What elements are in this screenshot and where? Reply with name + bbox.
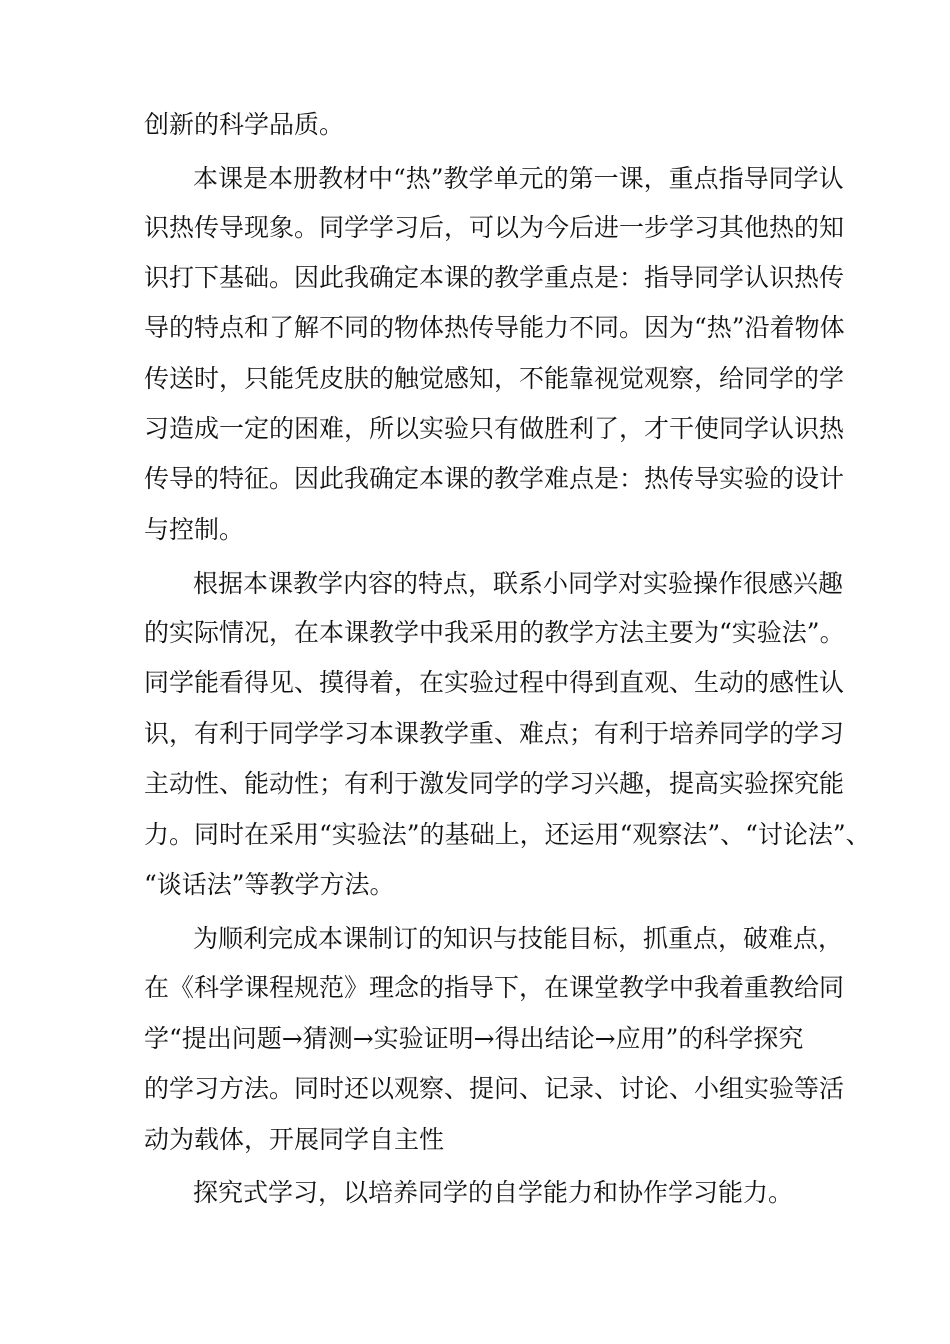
paragraph-line: 导的特点和了解不同的物体热传导能力不同。因为“热”沿着物体 bbox=[144, 313, 845, 342]
paragraph-line: 根据本课教学内容的特点，联系小同学对实验操作很感兴趣 bbox=[193, 569, 844, 598]
paragraph-line: 学“提出问题→猜测→实验证明→得出结论→应用”的科学探究 bbox=[144, 1024, 804, 1053]
paragraph-line: 识热传导现象。同学学习后，可以为今后进一步学习其他热的知 bbox=[144, 213, 845, 242]
paragraph-line: 同学能看得见、摸得着，在实验过程中得到直观、生动的感性认 bbox=[144, 668, 845, 697]
paragraph-line: “谈话法”等教学方法。 bbox=[144, 870, 395, 899]
paragraph-line: 在《科学课程规范》理念的指导下，在课堂教学中我着重教给同 bbox=[144, 973, 845, 1002]
paragraph-line: 主动性、能动性；有利于激发同学的学习兴趣，提高实验探究能 bbox=[144, 769, 845, 798]
paragraph-line: 本课是本册教材中“热”教学单元的第一课，重点指导同学认 bbox=[193, 164, 844, 193]
paragraph-line: 力。同时在采用“实验法”的基础上，还运用“观察法”、“讨论法”、 bbox=[144, 820, 871, 849]
paragraph-line: 与控制。 bbox=[144, 515, 245, 544]
paragraph-line: 传送时，只能凭皮肤的触觉感知，不能靠视觉观察，给同学的学 bbox=[144, 364, 845, 393]
paragraph-line: 识，有利于同学学习本课教学重、难点；有利于培养同学的学习 bbox=[144, 719, 845, 748]
paragraph-line: 识打下基础。因此我确定本课的教学重点是：指导同学认识热传 bbox=[144, 263, 845, 292]
paragraph-line: 的学习方法。同时还以观察、提问、记录、讨论、小组实验等活 bbox=[144, 1074, 845, 1103]
paragraph-line: 创新的科学品质。 bbox=[144, 110, 345, 139]
paragraph-line: 传导的特征。因此我确定本课的教学难点是：热传导实验的设计 bbox=[144, 464, 845, 493]
paragraph-line: 的实际情况，在本课教学中我采用的教学方法主要为“实验法”。 bbox=[144, 618, 845, 647]
paragraph-line: 习造成一定的困难，所以实验只有做胜利了，才干使同学认识热 bbox=[144, 414, 845, 443]
paragraph-line: 为顺利完成本课制订的知识与技能目标，抓重点，破难点， bbox=[193, 924, 844, 953]
paragraph-line: 动为载体，开展同学自主性 bbox=[144, 1125, 445, 1154]
paragraph-line: 探究式学习，以培养同学的自学能力和协作学习能力。 bbox=[193, 1178, 794, 1207]
